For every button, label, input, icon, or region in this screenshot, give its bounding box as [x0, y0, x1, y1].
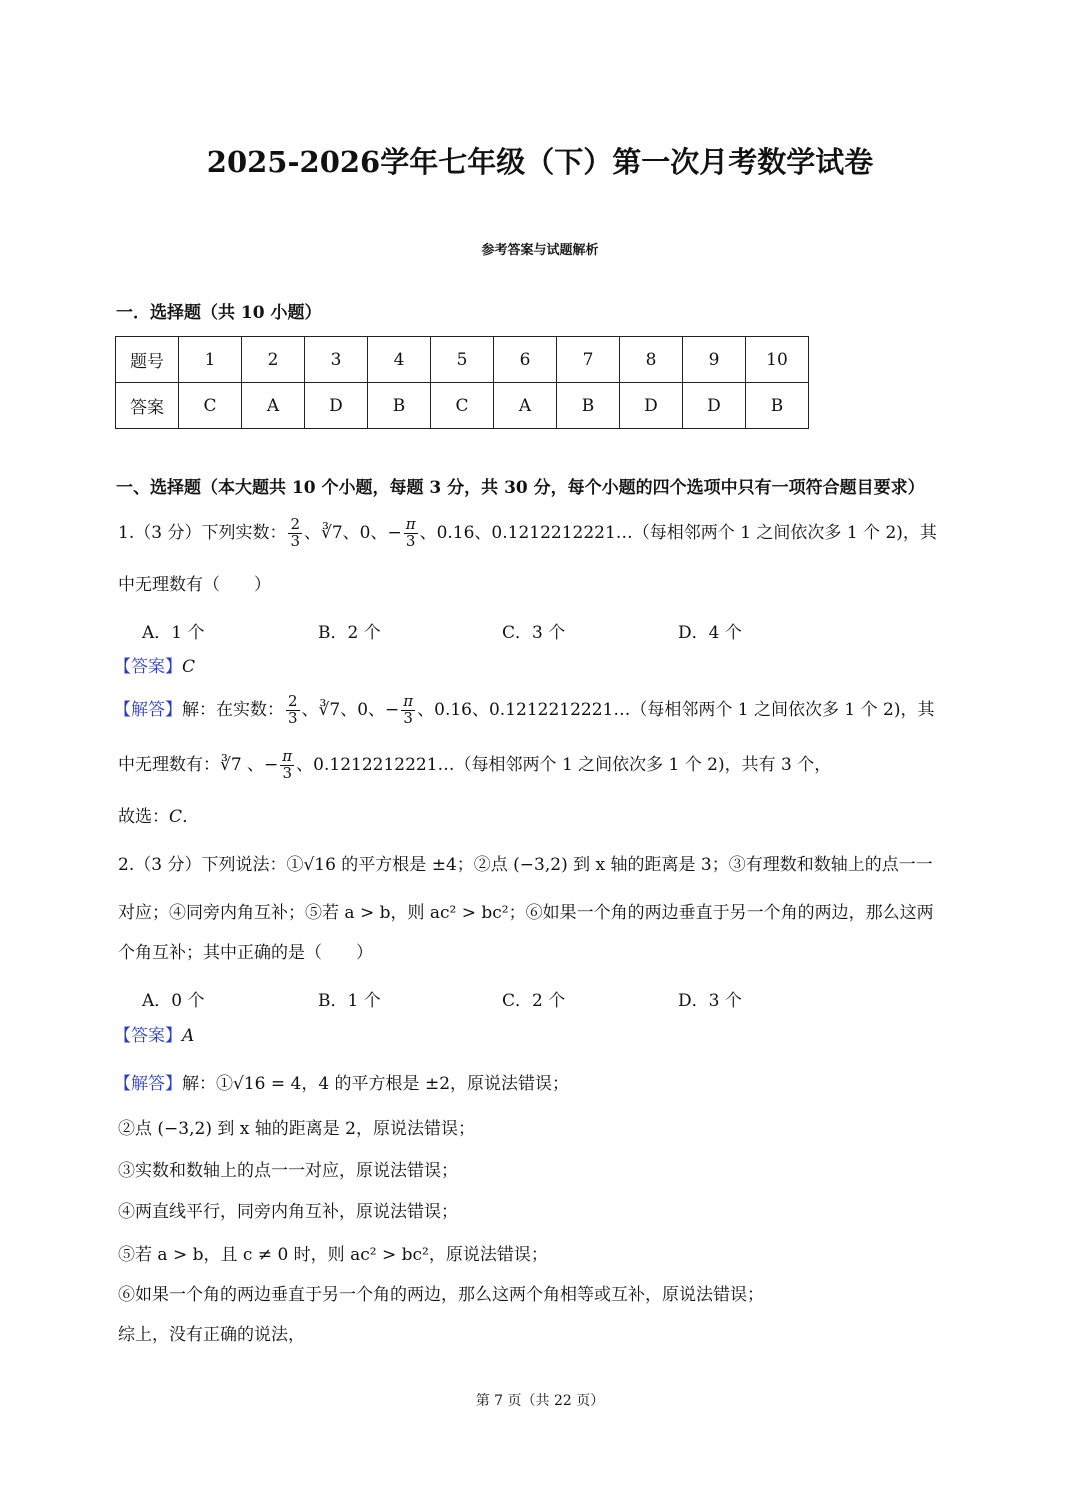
- table-cell: 10: [746, 337, 809, 383]
- q2-stem-line3: 个角互补；其中正确的是（ ）: [118, 943, 373, 963]
- q2-option-b: B．1 个: [318, 991, 381, 1011]
- table-cell: C: [431, 383, 494, 429]
- q1-stem-line2: 中无理数有（ ）: [118, 575, 271, 595]
- table-cell: 1: [179, 337, 242, 383]
- table-cell: B: [746, 383, 809, 429]
- fraction: $\frac{2}{3}$: [290, 515, 300, 550]
- table-row: [116, 337, 809, 383]
- table-cell: 4: [368, 337, 431, 383]
- page-footer: 第 7 页（共 22 页）: [475, 1393, 605, 1409]
- answer-label: 【答案】: [114, 1026, 182, 1046]
- table-cell: 5: [431, 337, 494, 383]
- answer-table: [115, 336, 809, 429]
- q1-option-d: D．4 个: [678, 623, 742, 643]
- table-cell: A: [494, 383, 557, 429]
- fraction: $\frac{2}{3}$: [288, 692, 298, 727]
- fraction: $\frac{\pi}{3}$: [403, 692, 414, 727]
- table-cell: 2: [242, 337, 305, 383]
- q2-solution-line1: 【解答】解：①√16 = 4，4 的平方根是 ±2，原说法错误；: [114, 1074, 570, 1094]
- q1-stem-text: 1.（3 分）下列实数：: [118, 522, 287, 543]
- q2-option-a: A．0 个: [142, 991, 205, 1011]
- table-cell: 题号: [116, 337, 179, 383]
- q1-answer: [114, 659, 195, 676]
- q2-solution-line7: 综上，没有正确的说法，: [118, 1325, 305, 1345]
- q1-stem-line: [118, 517, 937, 550]
- q2-option-d: D．3 个: [678, 991, 742, 1011]
- q1-solution-line: 【解答】解：在实数： $\frac{2}{3}$ 、∛7、0、− $\frac{\pi}{3}$ 、0.16、0.1212212221…（每相邻两个 1 之间依次多 1 个 2)，其: [114, 692, 935, 727]
- answer-label: 【答案】: [114, 657, 182, 677]
- q2-option-c: C．2 个: [502, 991, 566, 1011]
- q2-solution-line3: ③实数和数轴上的点一一对应，原说法错误；: [118, 1161, 458, 1181]
- fraction: $\frac{\pi}{3}$: [282, 747, 293, 782]
- q1-option-a: A．1 个: [142, 623, 205, 643]
- q1-text: 、0.16、0.1212212221…（每相邻两个 1 之间依次多 1 个 2)，其: [419, 522, 937, 543]
- answer-value: C: [182, 657, 196, 677]
- separator: 、: [304, 522, 321, 543]
- q1-option-b: B．2 个: [318, 623, 381, 643]
- table-cell: 6: [494, 337, 557, 383]
- table-cell: D: [305, 383, 368, 429]
- table-cell: C: [179, 383, 242, 429]
- table-cell: A: [242, 383, 305, 429]
- q1-solution-line2: 中无理数有：∛7 、− $\frac{\pi}{3}$ 、0.1212212221…（每相邻两个 1 之间依次多 1 个 2)，共有 3 个，: [118, 747, 832, 782]
- q2-solution-line2: ②点 (−3,2) 到 x 轴的距离是 2，原说法错误；: [118, 1119, 475, 1139]
- solution-label: 【解答】: [114, 699, 182, 720]
- solution-text: 解：在实数：: [182, 699, 284, 720]
- section-heading: 一．选择题（共 10 小题）: [116, 303, 322, 323]
- page-title: 2025-2026学年七年级（下）第一次月考数学试卷: [206, 145, 874, 179]
- q2-solution-line6: ⑥如果一个角的两边垂直于另一个角的两边，那么这两个角相等或互补，原说法错误；: [118, 1285, 764, 1305]
- fraction: $\frac{\pi}{3}$: [405, 515, 416, 550]
- q2-solution-line5: ⑤若 a > b，且 c ≠ 0 时，则 ac² > bc²，原说法错误；: [118, 1245, 548, 1265]
- table-cell: 答案: [116, 383, 179, 429]
- q1-option-c: C．3 个: [502, 623, 566, 643]
- table-cell: B: [557, 383, 620, 429]
- page-subtitle: 参考答案与试题解析: [481, 243, 599, 258]
- table-cell: D: [683, 383, 746, 429]
- q1-conclusion: 故选：C．: [118, 807, 200, 827]
- table-cell: 3: [305, 337, 368, 383]
- answer-value: A: [182, 1026, 195, 1046]
- cube-root: ∛7: [321, 522, 343, 543]
- table-cell: 8: [620, 337, 683, 383]
- table-cell: B: [368, 383, 431, 429]
- q2-stem-line1: 2.（3 分）下列说法：①√16 的平方根是 ±4；②点 (−3,2) 到 x 轴的距离是 3；③有理数和数轴上的点一一: [118, 855, 933, 875]
- table-row: [116, 383, 809, 429]
- q2-solution-line4: ④两直线平行，同旁内角互补，原说法错误；: [118, 1202, 458, 1222]
- q2-answer: [114, 1028, 194, 1045]
- q1-text: 、0、−: [342, 522, 402, 543]
- section-instructions: 一、选择题（本大题共 10 个小题，每题 3 分，共 30 分，每个小题的四个选项中只有一项符合题目要求）: [116, 478, 925, 498]
- solution-label: 【解答】: [114, 1074, 182, 1094]
- table-cell: D: [620, 383, 683, 429]
- table-cell: 9: [683, 337, 746, 383]
- q2-stem-line2: 对应；④同旁内角互补；⑤若 a > b，则 ac² > bc²；⑥如果一个角的两边垂直于另一个角的两边，那么这两: [118, 903, 934, 923]
- table-cell: 7: [557, 337, 620, 383]
